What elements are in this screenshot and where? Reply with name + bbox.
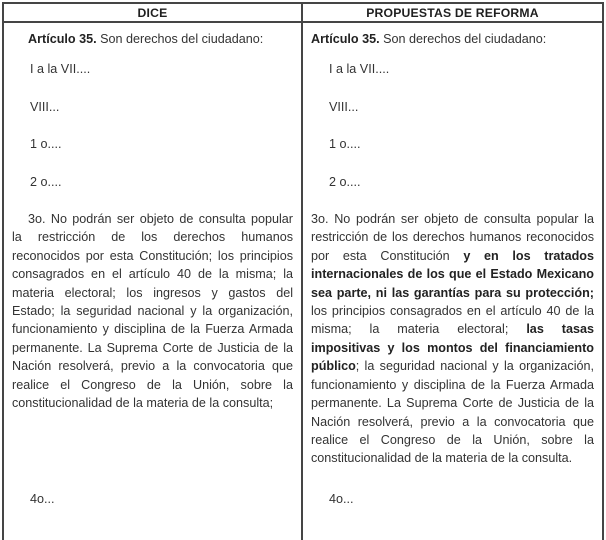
cell-parrafo-1o-left [4, 135, 303, 172]
text-segment: 4o... [30, 491, 55, 506]
text-segment: 3o. No podrán ser objeto de consulta popular la restricción de los derechos humanos reconocidos por esta Constitución [311, 212, 594, 263]
text-segment: VIII... [30, 99, 60, 114]
text-segment: 1 o.... [329, 137, 361, 152]
text-segment: I a la VII.... [30, 62, 91, 77]
text-segment: 2 o.... [329, 174, 361, 189]
bold-text-segment: Artículo 35. [28, 32, 97, 46]
cell-parrafo-3o-left [4, 210, 303, 485]
cell-fracciones-i-a-vii-left [4, 60, 303, 97]
text-segment: 4o... [329, 491, 354, 506]
cell-parrafo-4o-right [303, 485, 602, 540]
column-header-dice-label: DICE [137, 6, 168, 20]
text-segment: 1 o.... [30, 137, 62, 152]
column-header-propuestas-de-reforma [303, 4, 602, 23]
text-segment: Son derechos del ciudadano: [96, 32, 264, 46]
cell-fraccion-viii-left [4, 98, 303, 135]
cell-parrafo-2o-left [4, 173, 303, 210]
cell-parrafo-2o-right [303, 173, 602, 210]
text-segment: los principios consagrados en el artículo 40 de la misma; la materia electoral; [311, 304, 594, 337]
text-segment: Son derechos del ciudadano: [379, 32, 547, 46]
text-segment: VIII... [329, 99, 359, 114]
bold-text-segment: las tasas impositivas y los montos del financiamiento público [311, 322, 594, 374]
cell-articulo-35-right [303, 23, 602, 60]
bold-text-segment: y en los tratados internacionales de los que el Estado Mexicano sea parte, ni las garantías para su protección; [311, 248, 594, 300]
cell-parrafo-3o-right [303, 210, 602, 485]
text-segment: 2 o.... [30, 174, 62, 189]
cell-articulo-35-left [4, 23, 303, 60]
text-segment: ; la seguridad nacional y la organización, funcionamiento y disciplina de la Fuerza Armada permanente. La Suprema Corte de Justicia de la Nación resolverá, previo a la convocatoria que realice el Congreso de la Unión, sobre la constitucionalidad de la materia de la consulta. [311, 359, 594, 466]
cell-fracciones-i-a-vii-right [303, 60, 602, 97]
column-header-propuestas-label: PROPUESTAS DE REFORMA [366, 6, 539, 20]
comparison-table [2, 2, 604, 540]
text-segment: 3o. No podrán ser objeto de consulta popular la restricción de los derechos humanos reconocidos por esta Constitución; los principios consagrados en el artículo 40 de la misma; la materia electoral; los ingresos y gastos del Estado; la seguridad nacional y la organización, funcionamiento y disciplina de la Fuerza Armada permanente. La Suprema Corte de Justicia de la Nación resolverá, previo a la convocatoria que realice el Congreso de la Unión, sobre la constitucionalidad de la materia de la consulta; [12, 212, 293, 411]
cell-parrafo-1o-right [303, 135, 602, 172]
cell-fraccion-viii-right [303, 98, 602, 135]
text-segment: I a la VII.... [329, 62, 390, 77]
cell-parrafo-4o-left [4, 485, 303, 540]
bold-text-segment: Artículo 35. [311, 32, 380, 46]
column-header-dice [4, 4, 303, 23]
